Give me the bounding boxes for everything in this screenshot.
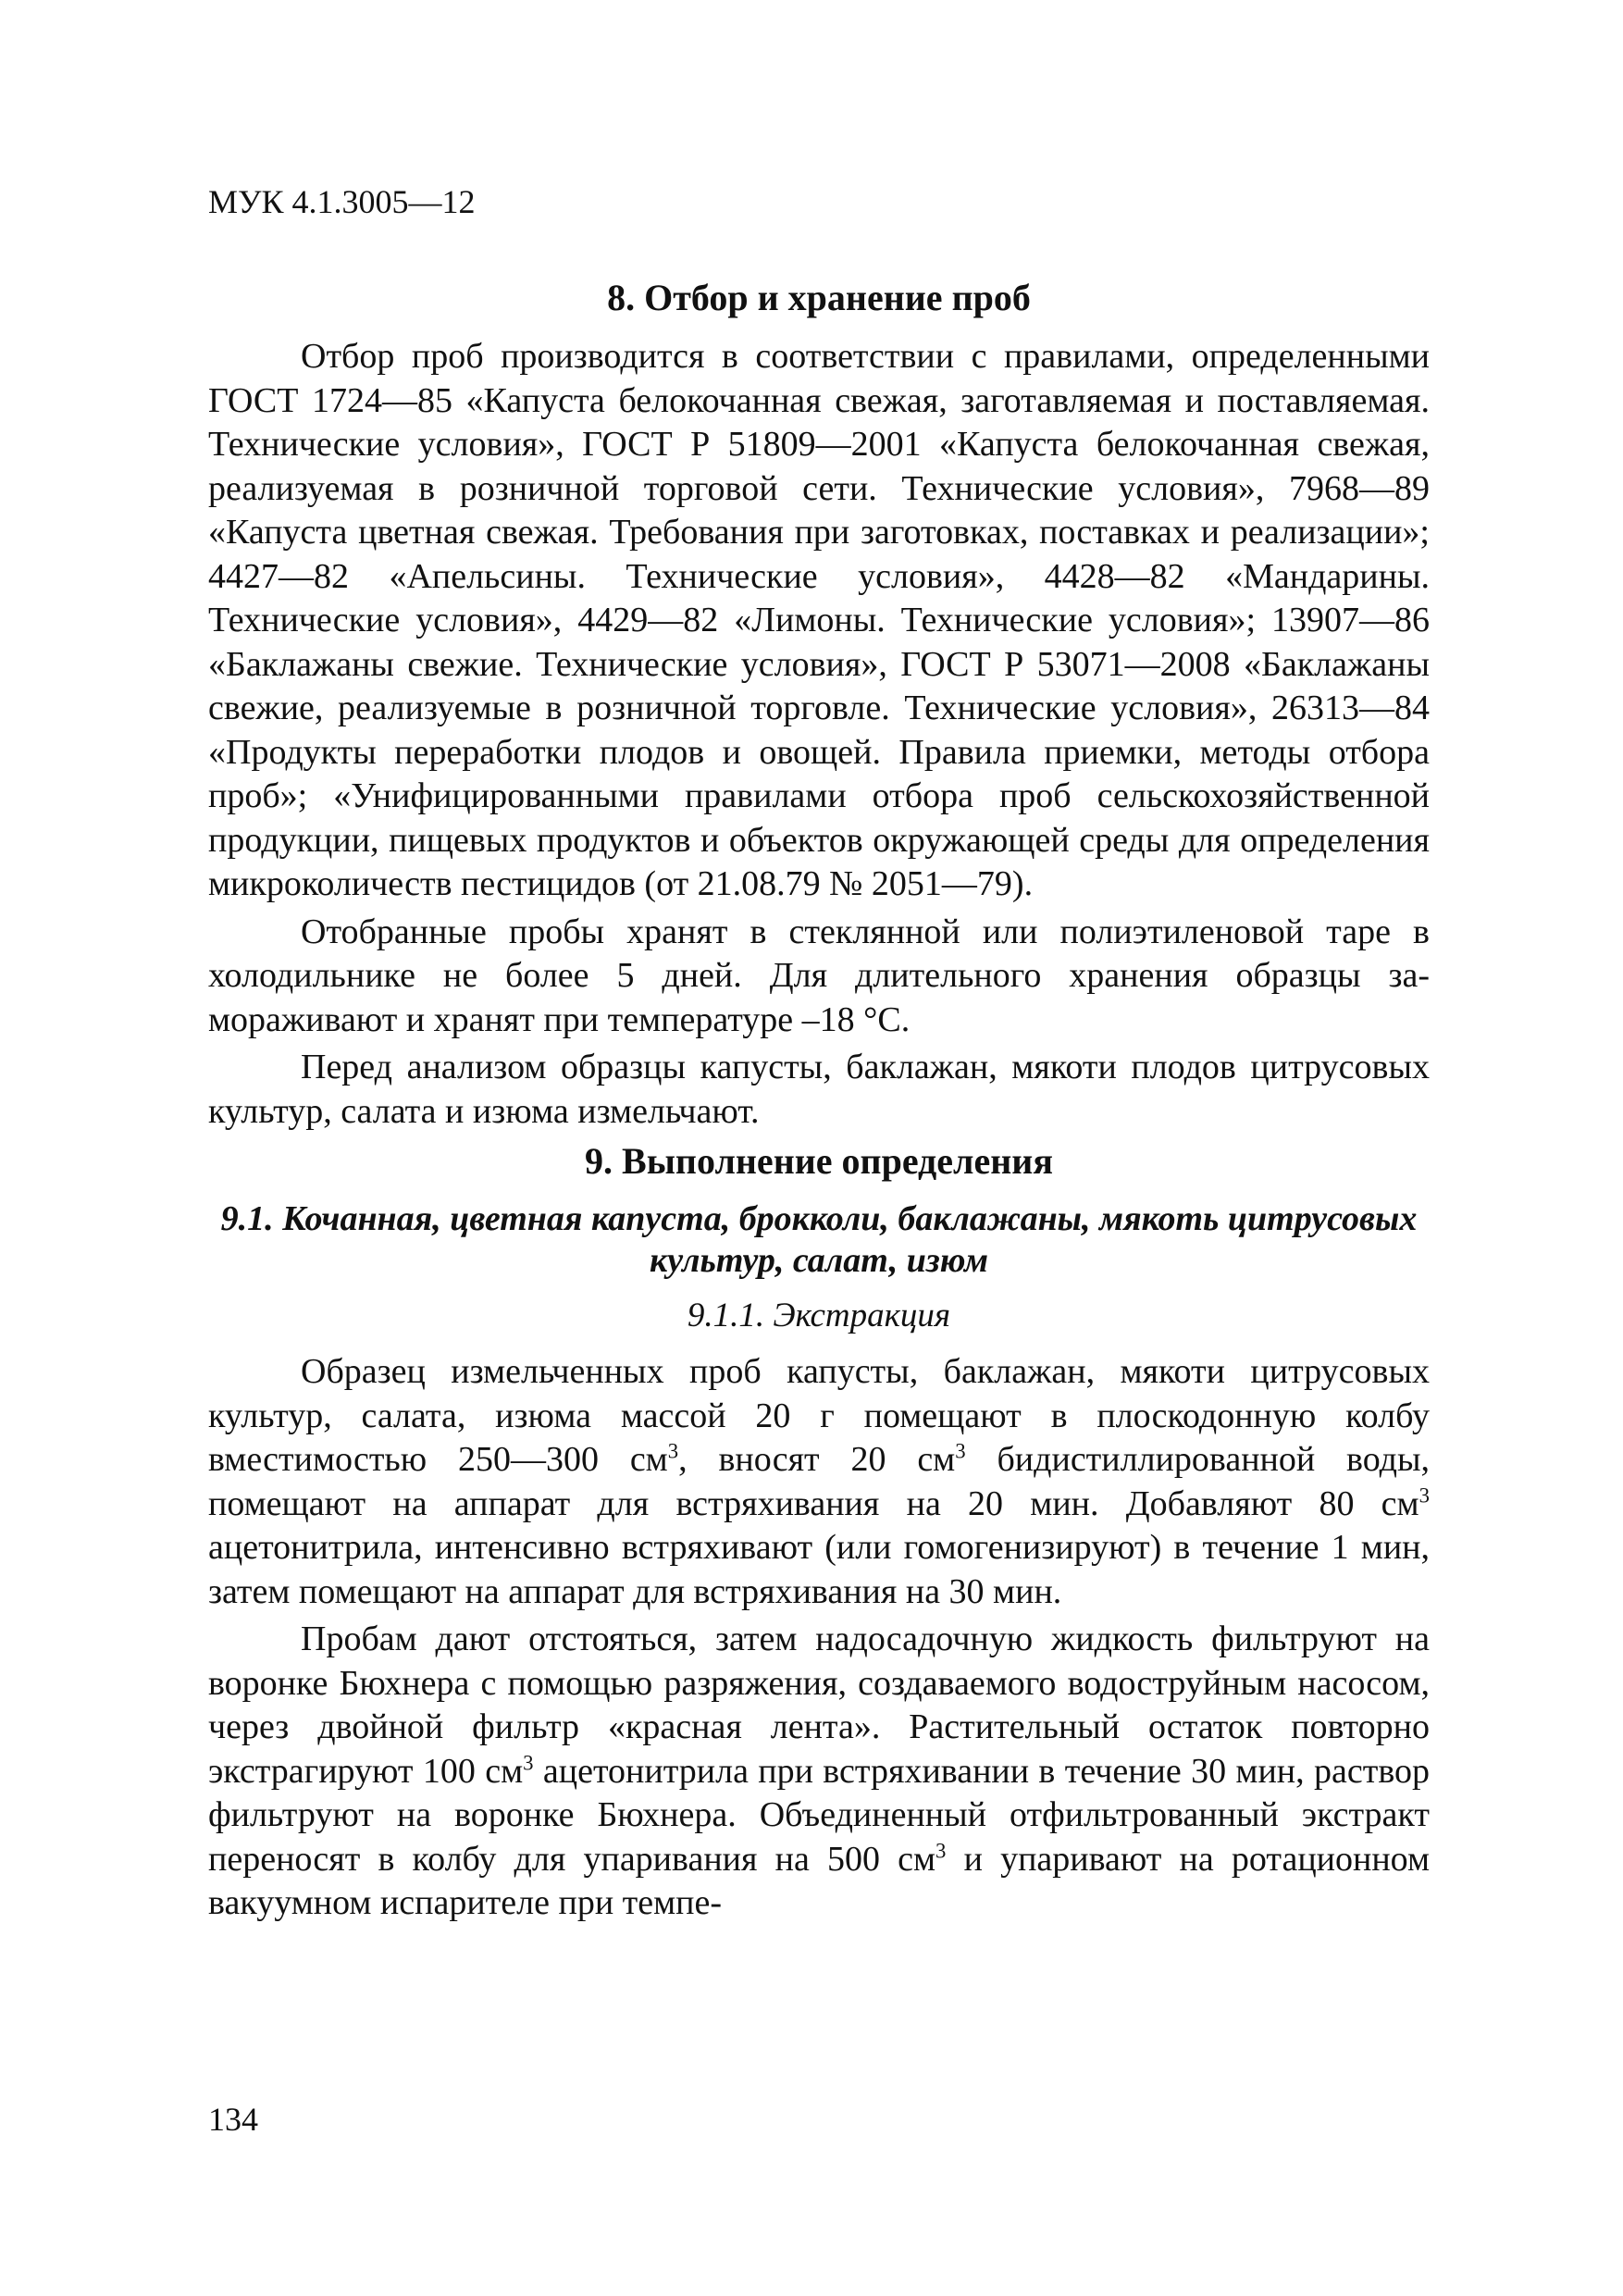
section-8-paragraph-3: Перед анализом образцы капусты, баклажан, мякоти плодов цитрусовых культур, салата и изюма измельчают.	[208, 1048, 1430, 1131]
subsubsection-9-1-1-title: 9.1.1. Экстракция	[687, 1297, 951, 1334]
superscript-3: 3	[935, 1838, 947, 1862]
section-8-title: 8. Отбор и хранение проб	[607, 277, 1031, 318]
superscript-3: 3	[523, 1750, 534, 1774]
extraction-paragraph-1	[208, 1350, 1430, 1614]
text-run: , вносят 20 см	[678, 1440, 956, 1479]
page-content	[208, 274, 1430, 1930]
extraction-paragraph-2	[208, 1618, 1430, 1926]
text-run: бидистиллированной воды, помещают на аппарат для встряхивания на 20 мин. Добавляют 80 см	[208, 1440, 1430, 1523]
section-8-paragraph-2: Отобранные пробы хранят в стеклянной или полиэтиленовой таре в холодильнике не более 5 дней. Для длительного хранения образцы замораживают и хранят при температуре –18 °С.	[208, 912, 1430, 1039]
section-8-paragraph-1: Отбор проб производится в соответствии с правилами, определенными ГОСТ 1724—85 «Капуста белокочанная свежая, заготавляемая и поставляемая. Технические условия», ГОСТ Р 51809—2001 «Капуста белокочанная свежая, реализуемая в розничной торговой сети. Технические условия», 7968—89 «Капуста цветная свежая. Требования при заготовках, поставках и реализации»; 4427—82 «Апельсины. Технические условия», 4428—82 «Мандарины. Технические условия», 4429—82 «Лимоны. Технические условия»; 13907—86 «Баклажаны свежие. Технические условия», ГОСТ Р 53071—2008 «Баклажаны свежие, реализуемые в розничной торговле. Технические условия», 26313—84 «Продукты переработки плодов и овощей. Правила приемки, методы отбора проб»; «Унифицированными правилами отбора проб сельскохозяйственной продукции, пищевых продуктов и объектов окружающей среды для определения микроколичеств пестицидов (от 21.08.79 № 2051—79).	[208, 337, 1430, 903]
superscript-3: 3	[667, 1439, 679, 1463]
superscript-3: 3	[955, 1439, 966, 1463]
section-9-title: 9. Выполнение определения	[585, 1140, 1053, 1182]
superscript-3: 3	[1419, 1483, 1430, 1507]
subsection-9-1-title: 9.1. Кочанная, цветная капуста, брокколи, баклажаны, мякоть цитрусовых культур, салат, изюм	[220, 1199, 1418, 1280]
page-number: 134	[208, 2101, 258, 2138]
text-run: и упаривают на ротационном вакуумном испарителе при темпе-	[208, 1839, 1430, 1922]
text-run: ацетонитрила, интенсивно встряхивают (или гомогенизируют) в течение 1 мин, затем помещают на аппарат для встряхивания на 30 мин.	[208, 1528, 1430, 1611]
text-run: Пробам дают отстояться, затем надосадочную жидкость фильтруют на воронке Бюхнера с помощью разряжения, создаваемого водоструйным насосом, через двойной фильтр «красная лента». Растительный остаток повторно экстрагируют 100 см	[208, 1620, 1430, 1791]
text-run: ацетонитрила при встряхивании в течение 30 мин, раствор фильтруют на воронке Бюхнера. Объединенный отфильтрованный экстракт переносят в колбу для упаривания на 500 см	[208, 1751, 1430, 1879]
running-header: МУК 4.1.3005—12	[208, 183, 476, 220]
text-run: Образец измельченных проб капусты, баклажан, мякоти цитрусовых культур, салата, изюма массой 20 г помещают в плоскодонную колбу вместимостью 250—300 см	[208, 1352, 1430, 1479]
